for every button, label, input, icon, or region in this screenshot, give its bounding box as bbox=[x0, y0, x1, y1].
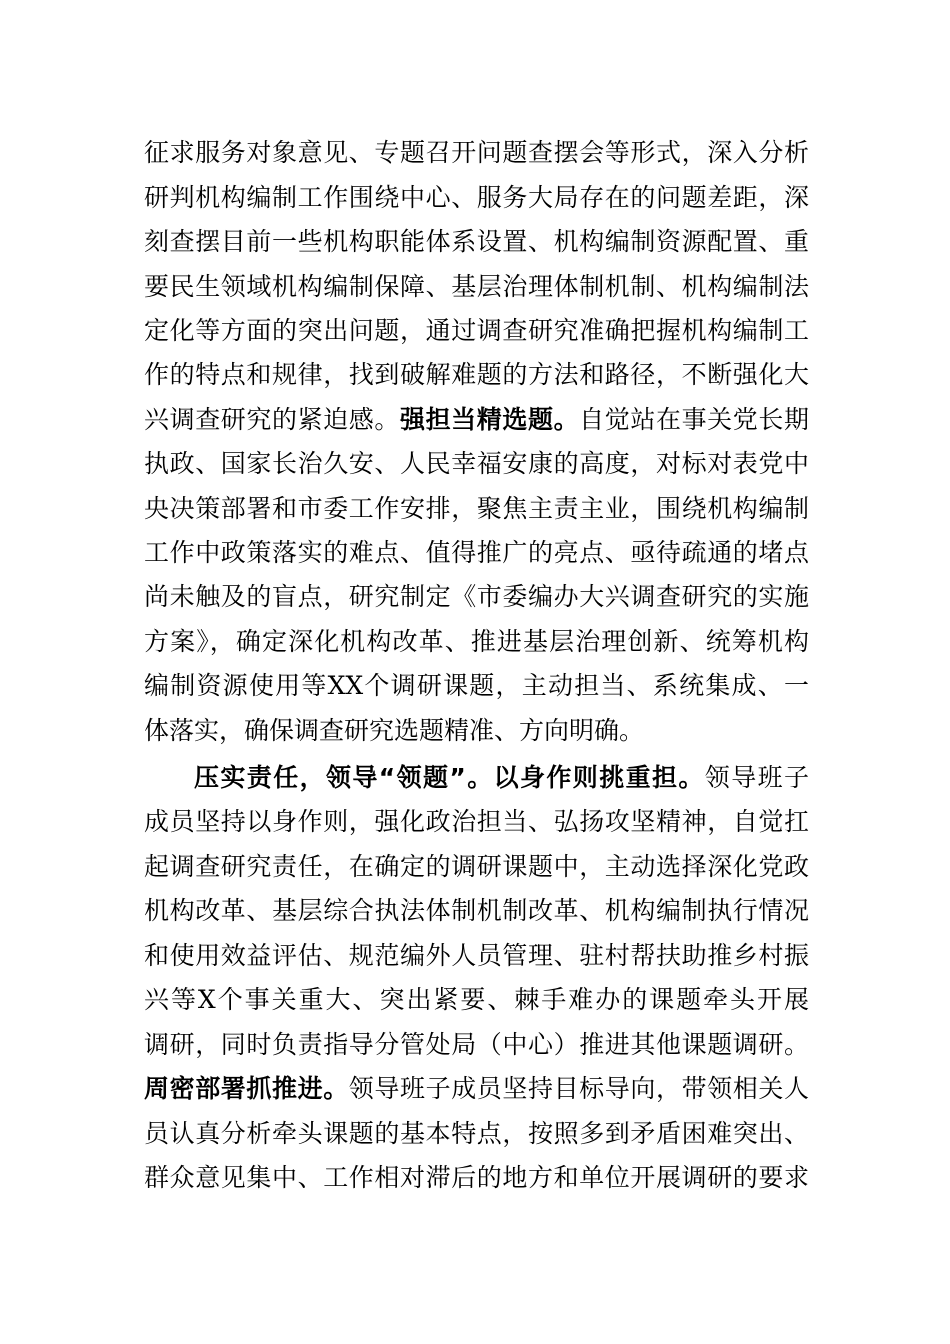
text-line-19: 和使用效益评估、规范编外人员管理、驻村帮扶助推乡村振 bbox=[144, 941, 809, 970]
text-line-9: 央决策部署和市委工作安排，聚焦主责主业，围绕机构编制 bbox=[144, 494, 809, 523]
text-line-6: 作的特点和规律，找到破解难题的方法和路径，不断强化大 bbox=[144, 360, 809, 389]
text-line-18: 机构改革、基层综合执法体制机制改革、机构编制执行情况 bbox=[144, 896, 809, 925]
text-line-20: 兴等X个事关重大、突出紧要、棘手难办的课题牵头开展 bbox=[144, 985, 809, 1014]
text-line-3: 刻查摆目前一些机构职能体系设置、机构编制资源配置、重 bbox=[144, 227, 809, 256]
text-line-5: 定化等方面的突出问题，通过调查研究准确把握机构编制工 bbox=[144, 316, 809, 345]
bold-heading-leadership: 压实责任，领导“领题”。以身作则挑重担。 bbox=[194, 763, 705, 792]
text-line-10: 工作中政策落实的难点、值得推广的亮点、亟待疏通的堵点 bbox=[144, 538, 809, 567]
bold-heading-strong-responsibility: 强担当精选题。 bbox=[399, 405, 580, 434]
text-line-12: 方案》，确定深化机构改革、推进基层治理创新、统筹机构 bbox=[144, 627, 809, 656]
text-line-23: 员认真分析牵头课题的基本特点，按照多到矛盾困难突出、 bbox=[144, 1119, 809, 1148]
text-line-21: 调研，同时负责指导分管处局（中心）推进其他课题调研。 bbox=[144, 1030, 809, 1059]
text-line-7: 兴调查研究的紧迫感。强担当精选题。自觉站在事关党长期 bbox=[144, 405, 809, 434]
text-line-2: 研判机构编制工作围绕中心、服务大局存在的问题差距，深 bbox=[144, 183, 809, 212]
bold-heading-deployment: 周密部署抓推进。 bbox=[144, 1074, 349, 1103]
text-line-14: 体落实，确保调查研究选题精准、方向明确。 bbox=[144, 716, 645, 745]
text-line-15: 压实责任，领导“领题”。以身作则挑重担。领导班子 bbox=[194, 763, 809, 792]
text-line-24: 群众意见集中、工作相对滞后的地方和单位开展调研的要求 bbox=[144, 1163, 809, 1192]
text-line-4: 要民生领域机构编制保障、基层治理体制机制、机构编制法 bbox=[144, 272, 809, 301]
text-line-16: 成员坚持以身作则，强化政治担当、弘扬攻坚精神，自觉扛 bbox=[144, 807, 809, 836]
text-line-11: 尚未触及的盲点，研究制定《市委编办大兴调查研究的实施 bbox=[144, 582, 809, 611]
text-line-1: 征求服务对象意见、专题召开问题查摆会等形式，深入分析 bbox=[144, 138, 809, 167]
text-line-22: 周密部署抓推进。领导班子成员坚持目标导向，带领相关人 bbox=[144, 1074, 809, 1103]
text-line-8: 执政、国家长治久安、人民幸福安康的高度，对标对表党中 bbox=[144, 449, 809, 478]
text-line-13: 编制资源使用等XX个调研课题，主动担当、系统集成、一 bbox=[144, 671, 809, 700]
text-line-17: 起调查研究责任，在确定的调研课题中，主动选择深化党政 bbox=[144, 852, 809, 881]
